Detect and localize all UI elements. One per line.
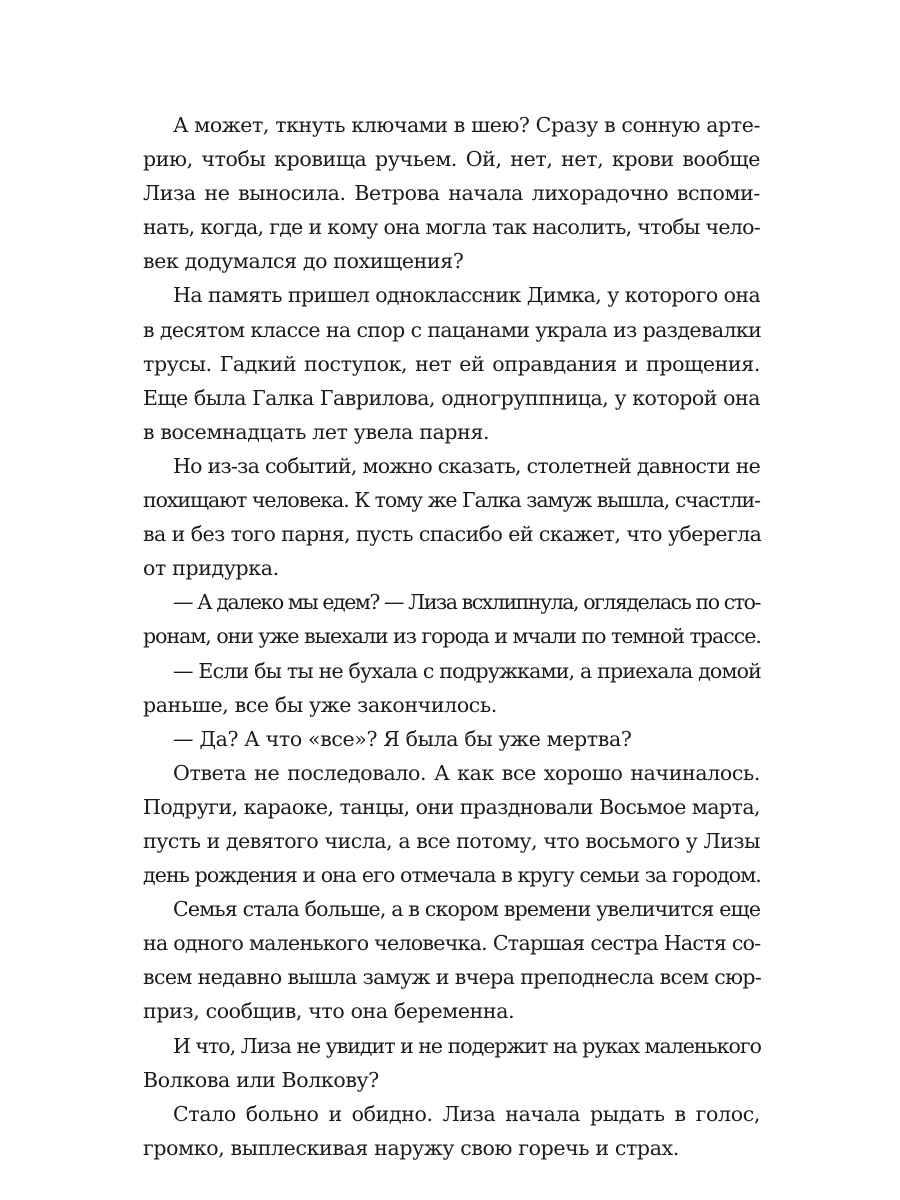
text-line: Лиза не выносила. Ветрова начала лихорадочно вспоми-	[143, 181, 760, 206]
text-line: — А далеко мы едем? — Лиза всхлипнула, огляделась по сто-	[173, 590, 760, 615]
text-line: Подруги, караоке, танцы, они праздновали Восьмое марта,	[143, 794, 760, 819]
text-line: трусы. Гадкий поступок, нет ей оправдания и прощения.	[143, 351, 760, 376]
text-line: от придурка.	[143, 556, 279, 581]
text-line: А может, ткнуть ключами в шею? Сразу в сонную арте-	[173, 113, 760, 137]
text-line: нать, когда, где и кому она могла так насолить, чтобы чело-	[143, 215, 760, 240]
text-line: Волкова или Волкову?	[143, 1067, 379, 1092]
text-line: Стало больно и обидно. Лиза начала рыдать в голос,	[173, 1101, 760, 1126]
text-line: приз, сообщив, что она беременна.	[143, 999, 515, 1024]
text-line: — Если бы ты не бухала с подружками, а приехала домой	[173, 658, 761, 683]
text-line: рию, чтобы кровища ручьем. Ой, нет, нет, крови вообще	[143, 147, 760, 172]
text-line: на одного маленького человечка. Старшая сестра Настя со-	[143, 931, 761, 956]
text-line: в восемнадцать лет увела парня.	[143, 419, 490, 444]
text-line: На память пришел одноклассник Димка, у которого она	[173, 283, 761, 308]
text-line: ронам, они уже выехали из города и мчали по темной трассе.	[143, 624, 761, 649]
text-line: век додумался до похищения?	[143, 249, 464, 274]
text-line: Но из-за событий, можно сказать, столетней давности не	[173, 453, 760, 478]
text-line: И что, Лиза не увидит и не подержит на руках маленького	[173, 1033, 761, 1058]
text-line: день рождения и она его отмечала в кругу семьи за городом.	[143, 863, 761, 888]
text-line: громко, выплескивая наружу свою горечь и страх.	[143, 1135, 679, 1160]
text-line: Ответа не последовало. А как все хорошо начиналось.	[173, 760, 760, 785]
text-line: Еще была Галка Гаврилова, одногруппница, у которой она	[143, 385, 760, 410]
text-line: Семья стала больше, а в скором времени увеличится еще	[173, 897, 761, 922]
text-line: ва и без того парня, пусть спасибо ей скажет, что уберегла	[143, 522, 762, 547]
text-line: раньше, все бы уже закончилось.	[143, 692, 497, 717]
text-line: в десятом классе на спор с пацанами украла из раздевалки	[143, 317, 762, 342]
text-line: всем недавно вышла замуж и вчера преподнесла всем сюр-	[143, 965, 762, 990]
text-line: похищают человека. К тому же Галка замуж вышла, счастли-	[143, 488, 760, 513]
page-text	[143, 108, 760, 1165]
text-line: пусть и девятого числа, а все потому, что восьмого у Лизы	[143, 828, 760, 853]
text-line: — Да? А что «все»? Я была бы уже мертва?	[173, 726, 632, 751]
